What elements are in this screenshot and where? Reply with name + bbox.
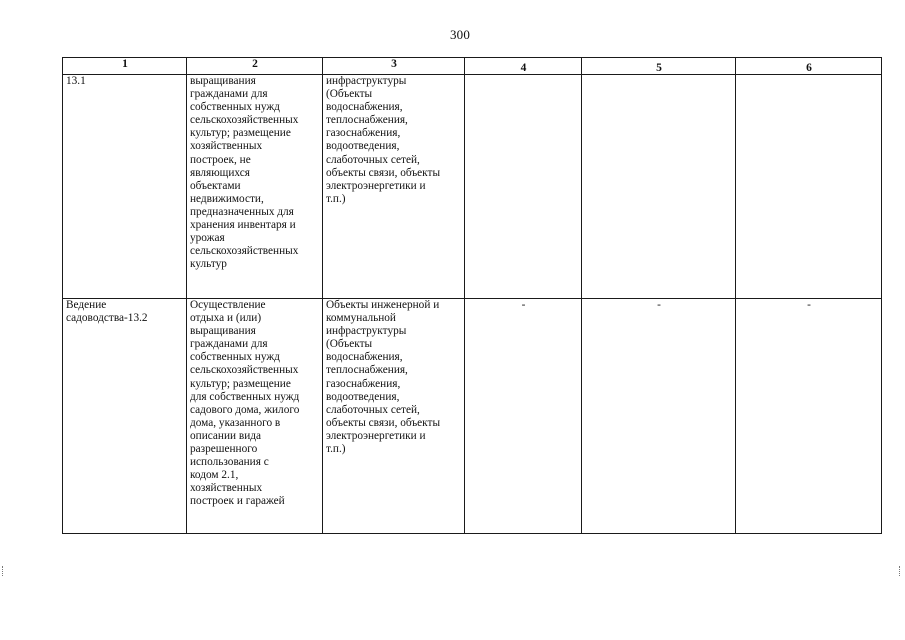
cell-code: 13.1 — [63, 75, 187, 299]
column-header-6: 6 — [736, 58, 882, 75]
scan-edge-mark-left — [2, 566, 6, 576]
column-header-1: 1 — [63, 58, 187, 75]
column-header-2: 2 — [187, 58, 323, 75]
table-row — [63, 75, 882, 299]
column-header-3: 3 — [323, 58, 465, 75]
cell-col6: - — [736, 299, 882, 534]
column-header-5: 5 — [582, 58, 736, 75]
cell-objects: инфраструктуры (Объекты водоснабжения, теплоснабжения, газоснабжения, водоотведения, слаботочных сетей, объекты связи, объекты электроэнергетики и т.п.) — [323, 75, 465, 299]
table-row — [63, 299, 882, 534]
cell-objects: Объекты инженерной и коммунальной инфраструктуры (Объекты водоснабжения, теплоснабжения, газоснабжения, водоотведения, слаботочных сетей, объекты связи, объекты электроэнергетики и т.п.) — [323, 299, 465, 534]
cell-description: Осуществление отдыха и (или) выращивания гражданами для собственных нужд сельскохозяйственных культур; размещение для собственных нужд садового дома, жилого дома, указанного в описании вида разрешенного использования с кодом 2.1, хозяйственных построек и гаражей — [187, 299, 323, 534]
cell-col4: - — [465, 299, 582, 534]
table-header-row — [63, 58, 882, 75]
column-header-4: 4 — [465, 58, 582, 75]
cell-description: выращивания гражданами для собственных нужд сельскохозяйственных культур; размещение хозяйственных построек, не являющихся объектами недвижимости, предназначенных для хранения инвентаря и урожая сельскохозяйственных культур — [187, 75, 323, 299]
cell-col5: - — [582, 299, 736, 534]
page-number: 300 — [449, 27, 471, 42]
cell-col4 — [465, 75, 582, 299]
zoning-table — [62, 57, 882, 534]
cell-col5 — [582, 75, 736, 299]
scan-edge-mark-right — [899, 566, 903, 576]
cell-code: Ведение садоводства-13.2 — [63, 299, 187, 534]
cell-col6 — [736, 75, 882, 299]
